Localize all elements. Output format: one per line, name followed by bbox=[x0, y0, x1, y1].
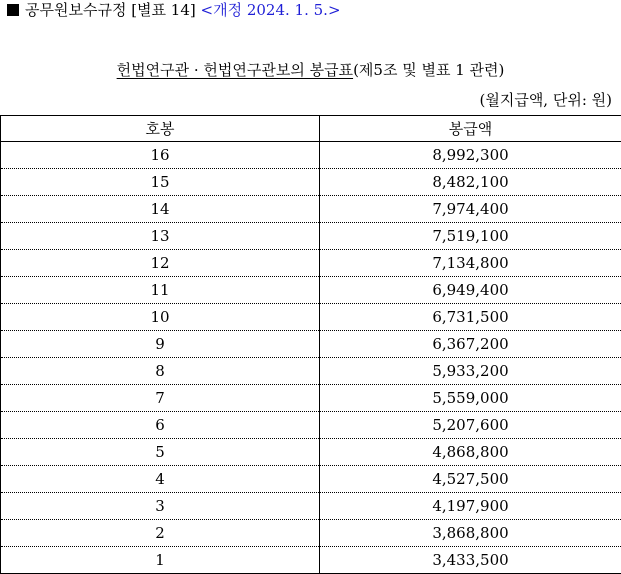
amount-cell: 6,367,200 bbox=[320, 331, 621, 358]
grade-cell: 1 bbox=[1, 547, 320, 574]
grade-cell: 5 bbox=[1, 439, 320, 466]
amount-cell: 7,974,400 bbox=[320, 196, 621, 223]
table-row bbox=[1, 277, 621, 304]
grade-cell: 14 bbox=[1, 196, 320, 223]
amount-cell: 4,197,900 bbox=[320, 493, 621, 520]
document-title bbox=[0, 60, 621, 80]
grade-cell: 8 bbox=[1, 358, 320, 385]
header-line bbox=[7, 0, 341, 20]
amount-cell: 5,559,000 bbox=[320, 385, 621, 412]
title-suffix: (제5조 및 별표 1 관련) bbox=[353, 61, 504, 79]
amount-cell: 6,949,400 bbox=[320, 277, 621, 304]
amount-cell: 4,868,800 bbox=[320, 439, 621, 466]
column-header-grade: 호봉 bbox=[1, 116, 320, 142]
table-row bbox=[1, 250, 621, 277]
grade-cell: 16 bbox=[1, 142, 320, 169]
table-row bbox=[1, 304, 621, 331]
table-row bbox=[1, 169, 621, 196]
salary-table bbox=[0, 115, 621, 574]
amount-cell: 8,992,300 bbox=[320, 142, 621, 169]
grade-cell: 9 bbox=[1, 331, 320, 358]
table-row bbox=[1, 331, 621, 358]
grade-cell: 7 bbox=[1, 385, 320, 412]
table-row bbox=[1, 466, 621, 493]
amount-cell: 4,527,500 bbox=[320, 466, 621, 493]
grade-cell: 6 bbox=[1, 412, 320, 439]
table-row bbox=[1, 547, 621, 574]
grade-cell: 4 bbox=[1, 466, 320, 493]
amount-cell: 5,207,600 bbox=[320, 412, 621, 439]
amount-cell: 6,731,500 bbox=[320, 304, 621, 331]
amount-cell: 3,868,800 bbox=[320, 520, 621, 547]
table-row bbox=[1, 358, 621, 385]
grade-cell: 13 bbox=[1, 223, 320, 250]
table-row bbox=[1, 385, 621, 412]
grade-cell: 2 bbox=[1, 520, 320, 547]
table-row bbox=[1, 412, 621, 439]
amount-cell: 7,519,100 bbox=[320, 223, 621, 250]
rule-name: 공무원보수규정 [별표 14] bbox=[25, 1, 196, 19]
amount-cell: 5,933,200 bbox=[320, 358, 621, 385]
table-row bbox=[1, 520, 621, 547]
amendment-note: <개정 2024. 1. 5.> bbox=[201, 1, 341, 19]
unit-note: (월지급액, 단위: 원) bbox=[480, 90, 613, 110]
title-main: 헌법연구관 · 헌법연구관보의 봉급표 bbox=[117, 61, 353, 79]
grade-cell: 11 bbox=[1, 277, 320, 304]
grade-cell: 3 bbox=[1, 493, 320, 520]
amount-cell: 8,482,100 bbox=[320, 169, 621, 196]
table-header-row bbox=[1, 116, 621, 142]
black-square-icon bbox=[7, 4, 19, 16]
amount-cell: 7,134,800 bbox=[320, 250, 621, 277]
table-row bbox=[1, 493, 621, 520]
table-row bbox=[1, 196, 621, 223]
table-row bbox=[1, 142, 621, 169]
grade-cell: 10 bbox=[1, 304, 320, 331]
table-row bbox=[1, 223, 621, 250]
amount-cell: 3,433,500 bbox=[320, 547, 621, 574]
grade-cell: 12 bbox=[1, 250, 320, 277]
column-header-amount: 봉급액 bbox=[320, 116, 621, 142]
grade-cell: 15 bbox=[1, 169, 320, 196]
table-row bbox=[1, 439, 621, 466]
